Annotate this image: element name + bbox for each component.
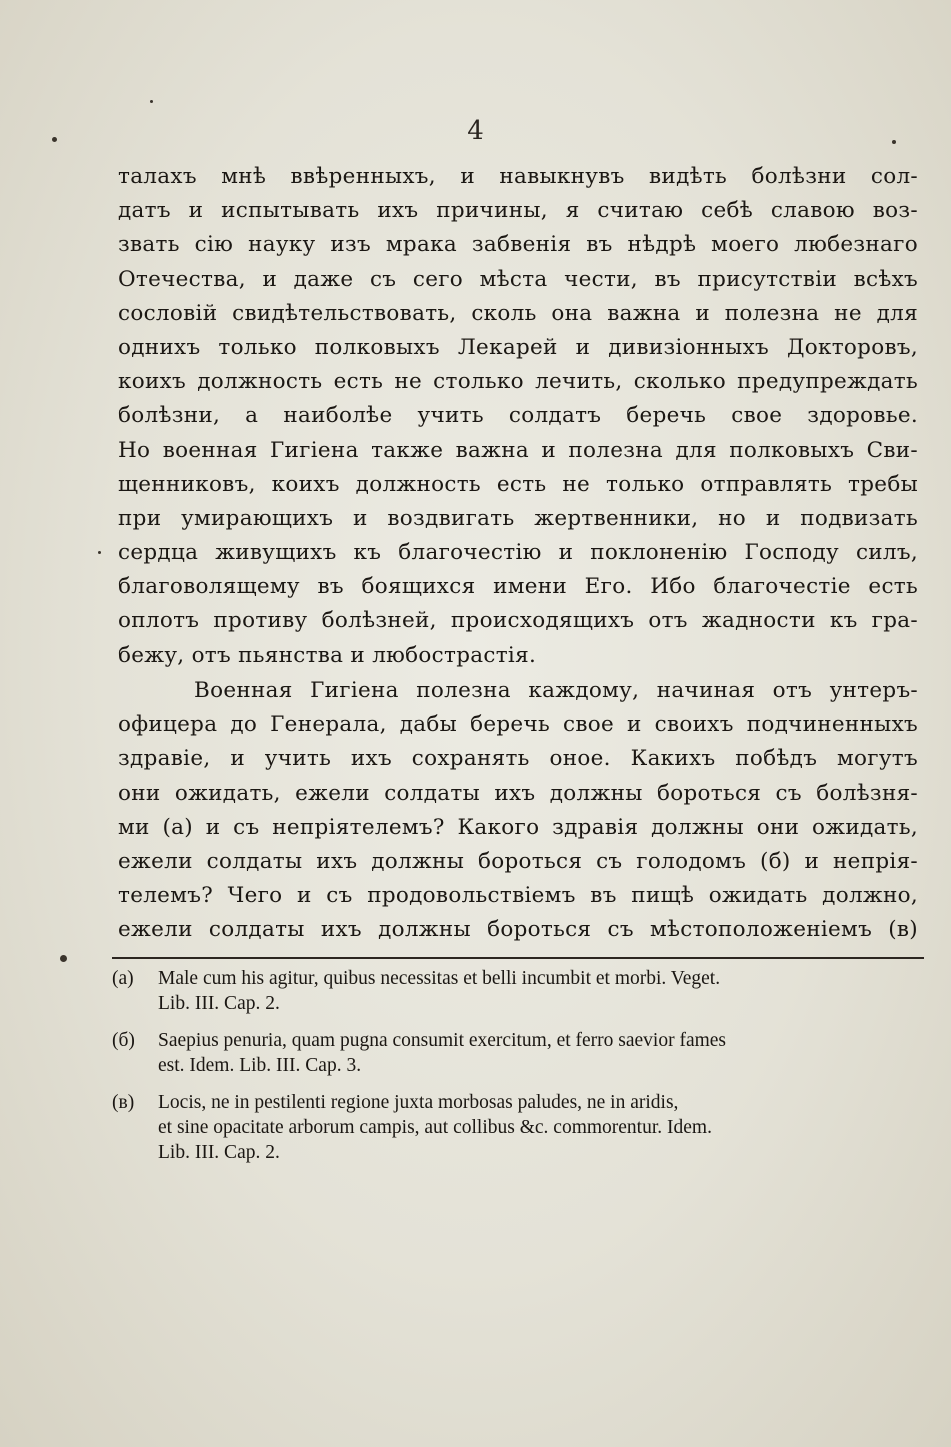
text-line: звать сію науку изъ мрака забвенія въ нѣдрѣ моего любезнаго xyxy=(118,232,918,258)
text-line: телемъ? Чего и съ продовольствіемъ въ пищѣ ожидать должно, xyxy=(118,883,918,909)
paper-speck xyxy=(60,955,67,962)
text-line: офицера до Генерала, дабы беречь свое и своихъ подчиненныхъ xyxy=(118,712,918,738)
text-line: здравіе, и учить ихъ сохранять оное. Какихъ побѣдъ могутъ xyxy=(118,746,918,772)
text-line: ми (а) и съ непріятелемъ? Какого здравія должны они ожидать, xyxy=(118,814,918,840)
text-line: Отечества, и даже съ сего мѣста чести, въ присутствіи всѣхъ xyxy=(118,266,918,292)
footnote-b xyxy=(112,1028,918,1078)
page-number: 4 xyxy=(467,116,484,146)
footnote-line: est. Idem. Lib. III. Cap. 3. xyxy=(158,1055,362,1076)
text-line: Военная Гигіена полезна каждому, начиная отъ унтеръ- xyxy=(194,678,918,703)
footnotes xyxy=(112,966,918,1177)
footnote-line: Lib. III. Cap. 2. xyxy=(158,993,280,1014)
text-line: однихъ только полковыхъ Лекарей и дивизіонныхъ Докторовъ, xyxy=(118,334,918,360)
footnote-a xyxy=(112,966,918,1016)
text-line: коихъ должность есть не столько лечить, сколько предупреждать xyxy=(118,369,918,395)
text-line: ежели солдаты ихъ должны бороться съ голодомъ (б) и непрія- xyxy=(118,848,918,874)
footnote-line: Saepius penuria, quam pugna consumit exercitum, et ferro saevior fames xyxy=(158,1030,727,1051)
text-line: щенниковъ, коихъ должность есть не только отправлять требы xyxy=(118,471,918,497)
text-line: сердца живущихъ къ благочестію и поклоненію Господу силъ, xyxy=(118,540,918,566)
text-line: они ожидать, ежели солдаты ихъ должны бороться съ болѣзня- xyxy=(118,780,918,806)
footnote-v xyxy=(112,1090,918,1165)
paper-speck xyxy=(150,100,153,103)
text-line: при умирающихъ и воздвигать жертвенники, но и подвизать xyxy=(118,505,918,531)
text-line: ежели солдаты ихъ должны бороться съ мѣстоположеніемъ (в) xyxy=(118,917,918,943)
paper-speck xyxy=(52,137,57,142)
paragraph-2 xyxy=(118,674,918,948)
footnote-mark: (а) xyxy=(112,968,134,989)
paper-speck xyxy=(892,140,896,144)
footnote-line: et sine opacitate arborum campis, aut collibus &c. commorentur. Idem. xyxy=(158,1117,712,1138)
text-line: оплотъ противу болѣзней, происходящихъ отъ жадности къ гра- xyxy=(118,608,918,634)
footnote-divider xyxy=(112,957,924,959)
footnote-line: Male cum his agitur, quibus necessitas et belli incumbit et morbi. Veget. xyxy=(158,968,721,989)
text-line: бежу, отъ пьянства и любострастія. xyxy=(118,642,537,668)
paper-speck xyxy=(98,551,101,554)
footnote-mark: (б) xyxy=(112,1030,135,1051)
footnote-line: Locis, ne in pestilenti regione juxta morbosas paludes, ne in aridis, xyxy=(158,1092,679,1113)
text-line: благоволящему въ боящихся имени Его. Ибо благочестіе есть xyxy=(118,574,918,600)
text-line: датъ и испытывать ихъ причины, я считаю себѣ славою воз- xyxy=(118,198,918,224)
text-line: талахъ мнѣ ввѣренныхъ, и навыкнувъ видѣть болѣзни сол- xyxy=(118,164,918,189)
paragraph-1 xyxy=(118,160,918,673)
text-line: сословій свидѣтельствовать, сколь она важна и полезна не для xyxy=(118,300,918,326)
footnote-mark: (в) xyxy=(112,1092,135,1113)
footnote-line: Lib. III. Cap. 2. xyxy=(158,1142,280,1163)
text-line: болѣзни, а наиболѣе учить солдатъ беречь свое здоровье. xyxy=(118,403,918,429)
text-line: Но военная Гигіена также важна и полезна для полковыхъ Сви- xyxy=(118,437,918,463)
